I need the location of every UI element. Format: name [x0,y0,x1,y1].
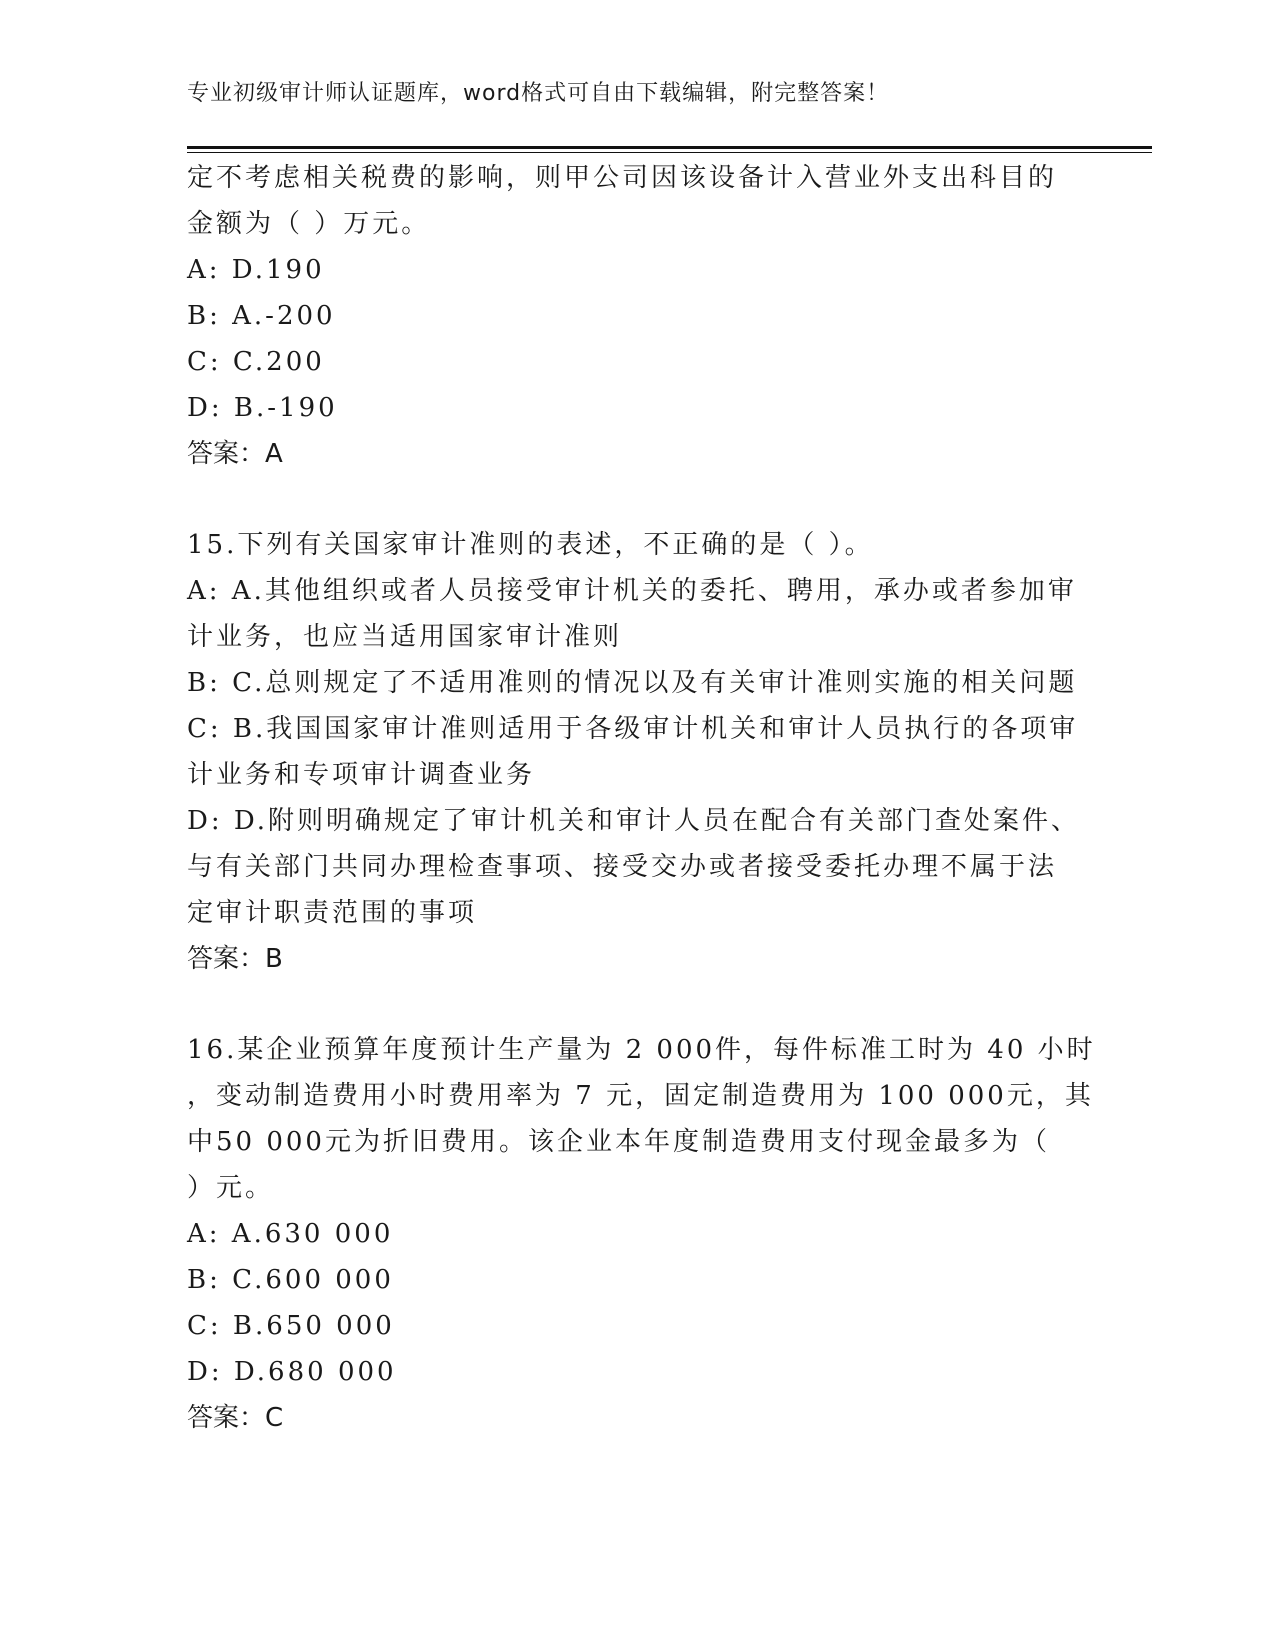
option-d-continued: 与有关部门共同办理检查事项、接受交办或者接受委托办理不属于法 [187,852,1058,882]
option-a-continued: 计业务，也应当适用国家审计准则 [187,622,623,652]
header-rule-thick [187,146,1152,149]
question-stem-line: ，变动制造费用小时费用率为 7 元，固定制造费用为 100 000元，其 [187,1081,1094,1111]
question-stem-line: 定不考虑相关税费的影响，则甲公司因该设备计入营业外支出科目的 [187,163,1058,193]
answer-line: 答案：A [187,439,283,469]
question-spacer [187,477,1087,522]
option-c-continued: 计业务和专项审计调查业务 [187,760,536,790]
question-content [187,155,1096,1441]
option-d: D: B.-190 [187,393,338,423]
option-c: C: C.200 [187,347,325,377]
option-d: D: D.680 000 [187,1357,397,1387]
question-16 [187,1027,1096,1441]
option-a: A: D.190 [187,255,325,285]
option-c: C: B.我国国家审计准则适用于各级审计机关和审计人员执行的各项审 [187,714,1079,744]
option-a: A: A.其他组织或者人员接受审计机关的委托、聘用，承办或者参加审 [187,576,1077,606]
question-stem-line: 16.某企业预算年度预计生产量为 2 000件，每件标准工时为 40 小时 [187,1035,1096,1065]
option-a: A: A.630 000 [187,1219,394,1249]
question-spacer [187,982,1087,1027]
question-14 [187,155,1087,477]
option-b: B: A.-200 [187,301,336,331]
answer-line: 答案：B [187,944,283,974]
question-stem-line: 15.下列有关国家审计准则的表述，不正确的是（ ）。 [187,530,874,560]
option-d-continued: 定审计职责范围的事项 [187,898,478,928]
question-stem-line: ）元。 [187,1173,275,1203]
question-stem-line: 金额为（ ）万元。 [187,209,431,239]
document-header: 专业初级审计师认证题库，word格式可自由下载编辑，附完整答案！ [187,81,890,106]
option-d: D: D.附则明确规定了审计机关和审计人员在配合有关部门查处案件、 [187,806,1081,836]
option-b: B: C.600 000 [187,1265,394,1295]
answer-line: 答案：C [187,1403,284,1433]
option-c: C: B.650 000 [187,1311,395,1341]
question-stem-line: 中50 000元为折旧费用。该企业本年度制造费用支付现金最多为（ [187,1127,1050,1157]
question-15 [187,522,1087,982]
header-rule-thin [187,152,1152,153]
option-b: B: C.总则规定了不适用准则的情况以及有关审计准则实施的相关问题 [187,668,1078,698]
